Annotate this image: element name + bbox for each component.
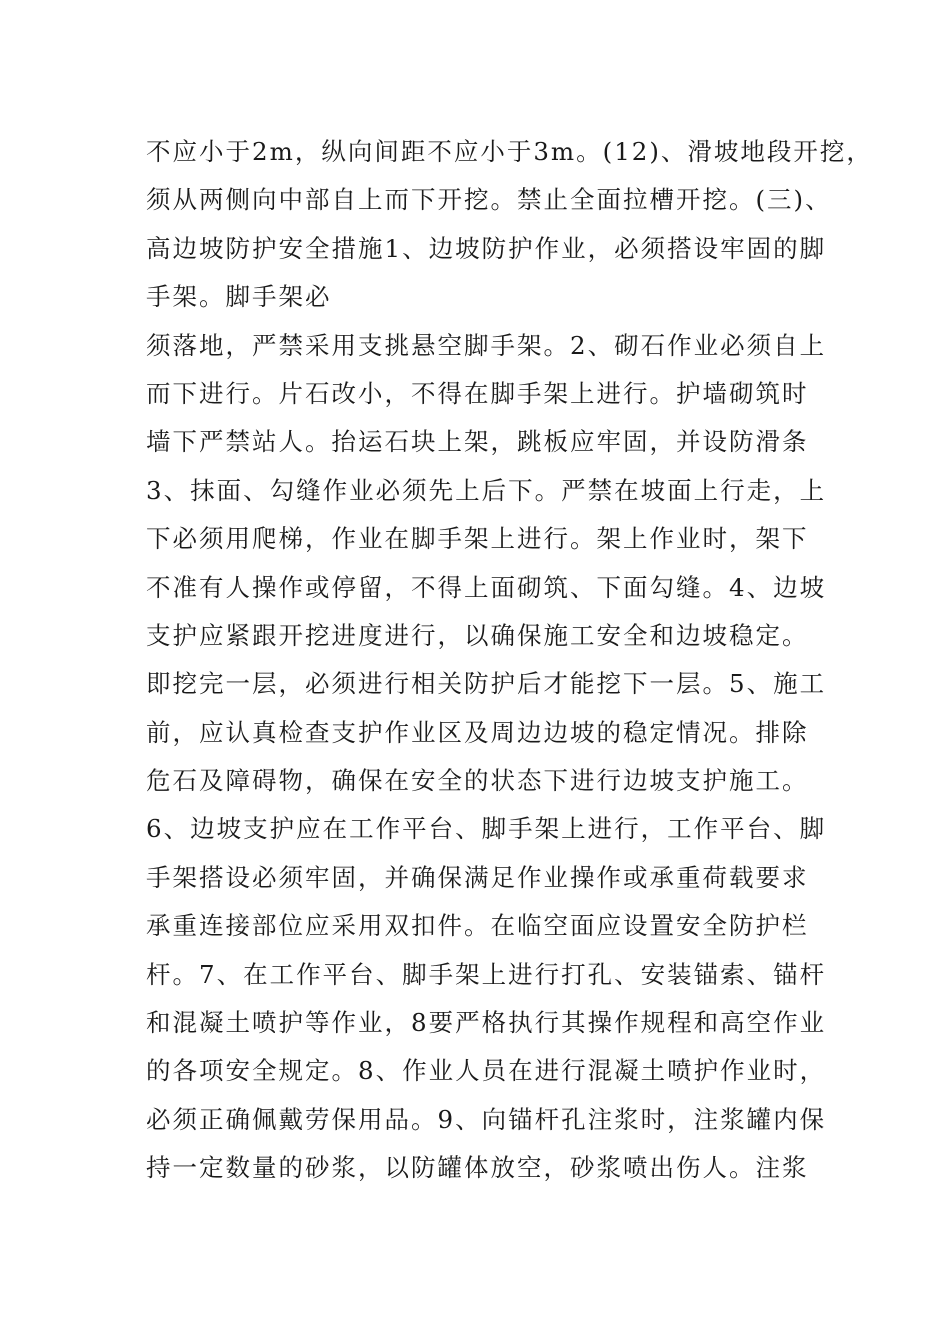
text-line: 必须正确佩戴劳保用品。9、向锚杆孔注浆时，注浆罐内保 xyxy=(146,1104,827,1134)
text-line: 危石及障碍物，确保在安全的状态下进行边坡支护施工。 xyxy=(146,766,809,796)
text-line: 和混凝土喷护等作业，8要严格执行其操作规程和高空作业 xyxy=(146,1008,827,1038)
text-line: 即挖完一层，必须进行相关防护后才能挖下一层。5、施工 xyxy=(146,669,827,699)
text-line: 3、抹面、勾缝作业必须先上后下。严禁在坡面上行走，上 xyxy=(146,475,827,505)
text-line: 手架。脚手架必 xyxy=(146,282,332,312)
text-line: 支护应紧跟开挖进度进行，以确保施工安全和边坡稳定。 xyxy=(146,620,809,650)
text-line: 不准有人操作或停留，不得上面砌筑、下面勾缝。4、边坡 xyxy=(146,572,827,602)
text-line: 须从两侧向中部自上而下开挖。禁止全面拉槽开挖。(三)、 xyxy=(146,185,832,215)
text-line: 手架搭设必须牢固，并确保满足作业操作或承重荷载要求 xyxy=(146,862,809,892)
body-text xyxy=(146,128,873,1193)
text-line: 而下进行。片石改小，不得在脚手架上进行。护墙砌筑时 xyxy=(146,378,809,408)
text-line: 须落地，严禁采用支挑悬空脚手架。2、砌石作业必须自上 xyxy=(146,330,827,360)
text-line: 持一定数量的砂浆，以防罐体放空，砂浆喷出伤人。注浆 xyxy=(146,1153,809,1183)
text-line: 的各项安全规定。8、作业人员在进行混凝土喷护作业时， xyxy=(146,1056,827,1086)
text-line: 前，应认真检查支护作业区及周边边坡的稳定情况。排除 xyxy=(146,717,809,747)
text-line: 不应小于2m，纵向间距不应小于3m。(12)、滑坡地段开挖， xyxy=(146,137,873,166)
text-line: 杆。7、在工作平台、脚手架上进行打孔、安装锚索、锚杆 xyxy=(146,959,827,989)
text-line: 墙下严禁站人。抬运石块上架，跳板应牢固，并设防滑条 xyxy=(146,427,809,457)
text-line: 6、边坡支护应在工作平台、脚手架上进行，工作平台、脚 xyxy=(146,814,827,844)
text-line: 承重连接部位应采用双扣件。在临空面应设置安全防护栏 xyxy=(146,911,809,941)
text-line: 下必须用爬梯，作业在脚手架上进行。架上作业时，架下 xyxy=(146,524,809,554)
text-line: 高边坡防护安全措施1、边坡防护作业，必须搭设牢固的脚 xyxy=(146,233,827,263)
